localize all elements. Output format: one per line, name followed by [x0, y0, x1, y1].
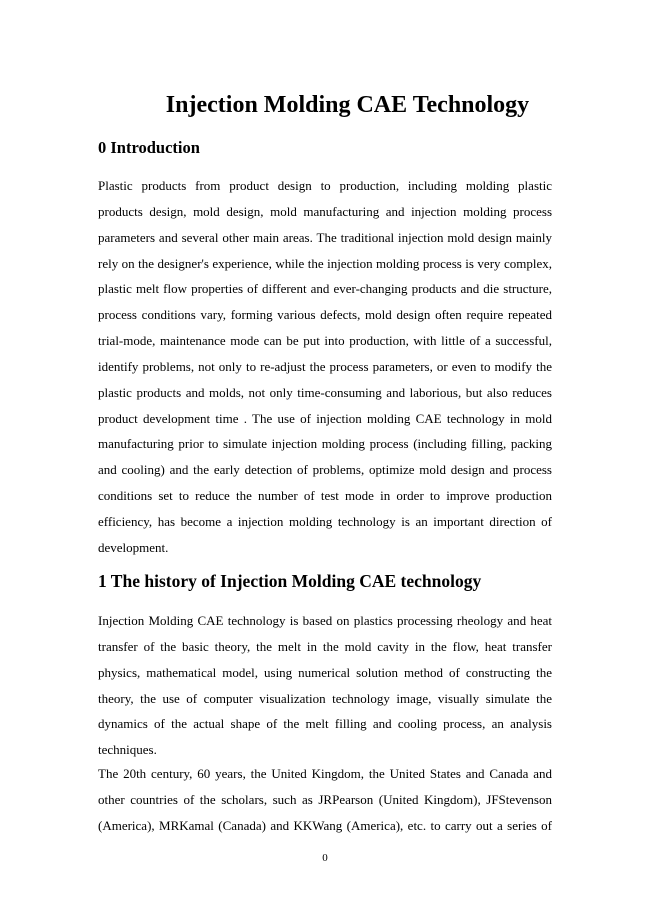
- text-line: Injection Molding CAE technology is based on plastics processing rheology and heat: [98, 613, 552, 628]
- text-line: trial-mode, maintenance mode can be put into production, with little of a successful,: [98, 333, 552, 349]
- text-line: transfer of the basic theory, the melt in the mold cavity in the flow, heat transfer: [98, 638, 552, 654]
- text-line: dynamics of the actual shape of the melt filling and cooling process, an analysis: [98, 716, 552, 732]
- text-line: (America), MRKamal (Canada) and KKWang (America), etc. to carry out a series of: [98, 817, 552, 833]
- section-heading-history: 1 The history of Injection Molding CAE technology: [98, 571, 482, 591]
- paragraph-history-scholars: [98, 761, 552, 839]
- text-line: conditions set to reduce the number of test mode in order to improve production: [98, 488, 552, 504]
- text-line: The 20th century, 60 years, the United Kingdom, the United States and Canada and: [98, 766, 552, 781]
- text-line: efficiency, has become a injection molding technology is an important direction of: [98, 513, 552, 529]
- text-line: other countries of the scholars, such as JRPearson (United Kingdom), JFStevenson: [98, 791, 552, 807]
- text-line: development.: [98, 539, 169, 555]
- text-line: manufacturing prior to simulate injection molding process (including filling, packing: [98, 436, 552, 452]
- section-heading-introduction: 0 Introduction: [98, 138, 200, 157]
- text-line: process conditions vary, forming various defects, mold design often require repeated: [98, 307, 552, 323]
- text-line: plastic products and molds, not only time-consuming and laborious, but also reduces: [98, 384, 552, 400]
- text-line: parameters and several other main areas. The traditional injection mold design mainly: [98, 229, 552, 245]
- text-line: product development time . The use of injection molding CAE technology in mold: [98, 410, 552, 426]
- text-line: identify problems, not only to re-adjust the process parameters, or even to modify the: [98, 358, 552, 374]
- text-line: products design, mold design, mold manufacturing and injection molding process: [98, 203, 552, 219]
- text-line: physics, mathematical model, using numerical solution method of constructing the: [98, 664, 552, 680]
- text-line: theory, the use of computer visualization technology image, visually simulate the: [98, 690, 552, 706]
- text-line: plastic melt flow properties of different and ever-changing products and die structure,: [98, 281, 552, 297]
- text-line: rely on the designer's experience, while the injection molding process is very complex,: [98, 255, 552, 271]
- text-line: techniques.: [98, 742, 157, 758]
- document-title: Injection Molding CAE Technology: [165, 92, 530, 118]
- paragraph-history-definition: [98, 608, 552, 763]
- page-number: 0: [322, 852, 328, 864]
- text-line: Plastic products from product design to production, including molding plastic: [98, 178, 552, 193]
- text-line: and cooling) and the early detection of problems, optimize mold design and process: [98, 462, 552, 478]
- paragraph-introduction: [98, 173, 552, 561]
